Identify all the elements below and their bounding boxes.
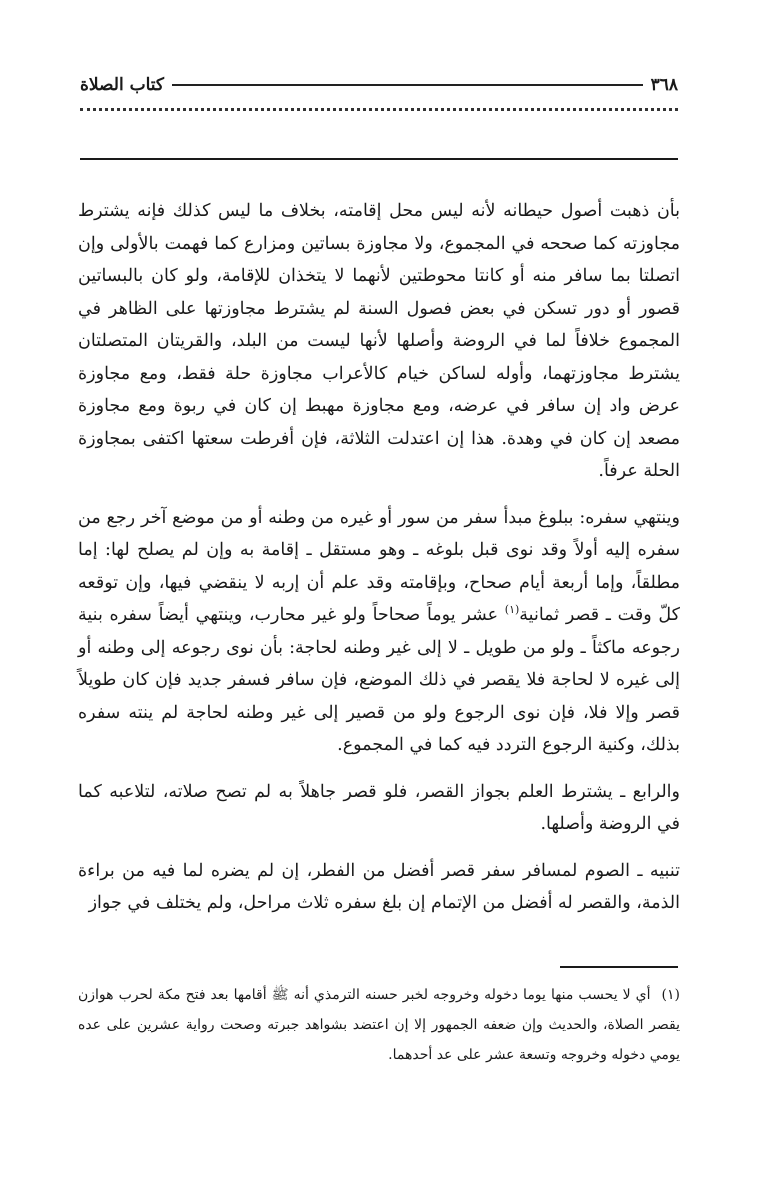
header-line xyxy=(172,84,643,86)
footnote-reference: (١) xyxy=(504,603,520,617)
page-number: ٣٦٨ xyxy=(650,75,678,95)
footnote-rule xyxy=(560,966,678,968)
chapter-title: كتاب الصلاة xyxy=(80,75,165,95)
paragraph xyxy=(78,502,680,762)
footnote xyxy=(78,980,680,1070)
paragraph-text: وينتهي سفره: ببلوغ مبدأ سفر من سور أو غيره من وطنه أو من موضع آخر رجع من سفره إليه أولاً وقد نوى قبل بلوغه ـ وهو مستقل ـ إقامة به وإن لم يصلح لها: إما مطلقاً، وإما أربعة أيام صحاح، وبإقامته وقد علم أن إربه لا ينقضي فيها، وإن توقعه كلّ وقت ـ قصر ثمانية xyxy=(78,507,680,625)
main-text xyxy=(78,195,680,934)
paragraph: تنبيه ـ الصوم لمسافر سفر قصر أفضل من الفطر، إن لم يضره لما فيه من براءة الذمة، والقصر له أفضل من الإتمام إن بلغ سفره ثلاث مراحل، ولم يختلف في جواز xyxy=(78,860,680,913)
paragraph: بأن ذهبت أصول حيطانه لأنه ليس محل إقامته، بخلاف ما ليس كذلك فإنه يشترط مجاوزته كما صححه في المجموع، ولا مجاوزة بساتين ومزارع كما فهمت بالأولى وإن اتصلتا بما سافر منه أو كانتا محوطتين لأنهما لا يتخذان للإقامة، ولو كان بالبساتين قصور أو دور تسكن في بعض فصول السنة لم يشترط مجاوزتها على الظاهر في المجموع خلافاً لما في الروضة وأصلها لأنها ليست من البلد، والقريتان المتصلتان يشترط مجاوزتهما، وأوله لساكن خيام كالأعراب مجاوزة حلة فقط، ومع مجاوزة عرض واد إن سافر في عرضه، ومع مجاوزة مهبط إن كان في ربوة ومع مجاوزة مصعد إن كان في وهدة. هذا إن اعتدلت الثلاثة، فإن أفرطت سعتها اكتفى بمجاوزة الحلة عرفاً. xyxy=(78,201,680,481)
footnote-number: (١) xyxy=(661,987,680,1003)
footnote-text: أي لا يحسب منها يوما دخوله وخروجه لخبر حسنه الترمذي أنه ﷺ أقامها بعد فتح مكة لحرب هوازن يقصر الصلاة، والحديث وإن ضعفه الجمهور إلا إن اعتضد بشواهد جبرته وصحت رواية عشرين على عده يومي دخوله وخروجه وتسعة عشر على عد أحدهما. xyxy=(78,987,680,1063)
running-header xyxy=(80,68,678,102)
paragraph-text: عشر يوماً صحاحاً ولو غير محارب، وينتهي أيضاً سفره بنية رجوعه ماكثاً ـ ولو من طويل ـ لا إلى غير وطنه لحاجة: بأن نوى رجوعه إلى وطنه أو إلى غيره لا لحاجة فلا يقصر في ذلك الموضع، فإن سافر فسفر جديد فإن كان طويلاً قصر وإلا فلا، فإن نوى الرجوع ولو من قصير إلى غير وطنه لحاجة لم ينته سفره بذلك، وكنية الرجوع التردد فيه كما في المجموع. xyxy=(78,605,680,755)
paragraph: والرابع ـ يشترط العلم بجواز القصر، فلو قصر جاهلاً به لم تصح صلاته، لتلاعبه كما في الروضة وأصلها. xyxy=(78,781,680,834)
header-rule xyxy=(80,158,678,160)
dotted-divider xyxy=(80,108,678,121)
